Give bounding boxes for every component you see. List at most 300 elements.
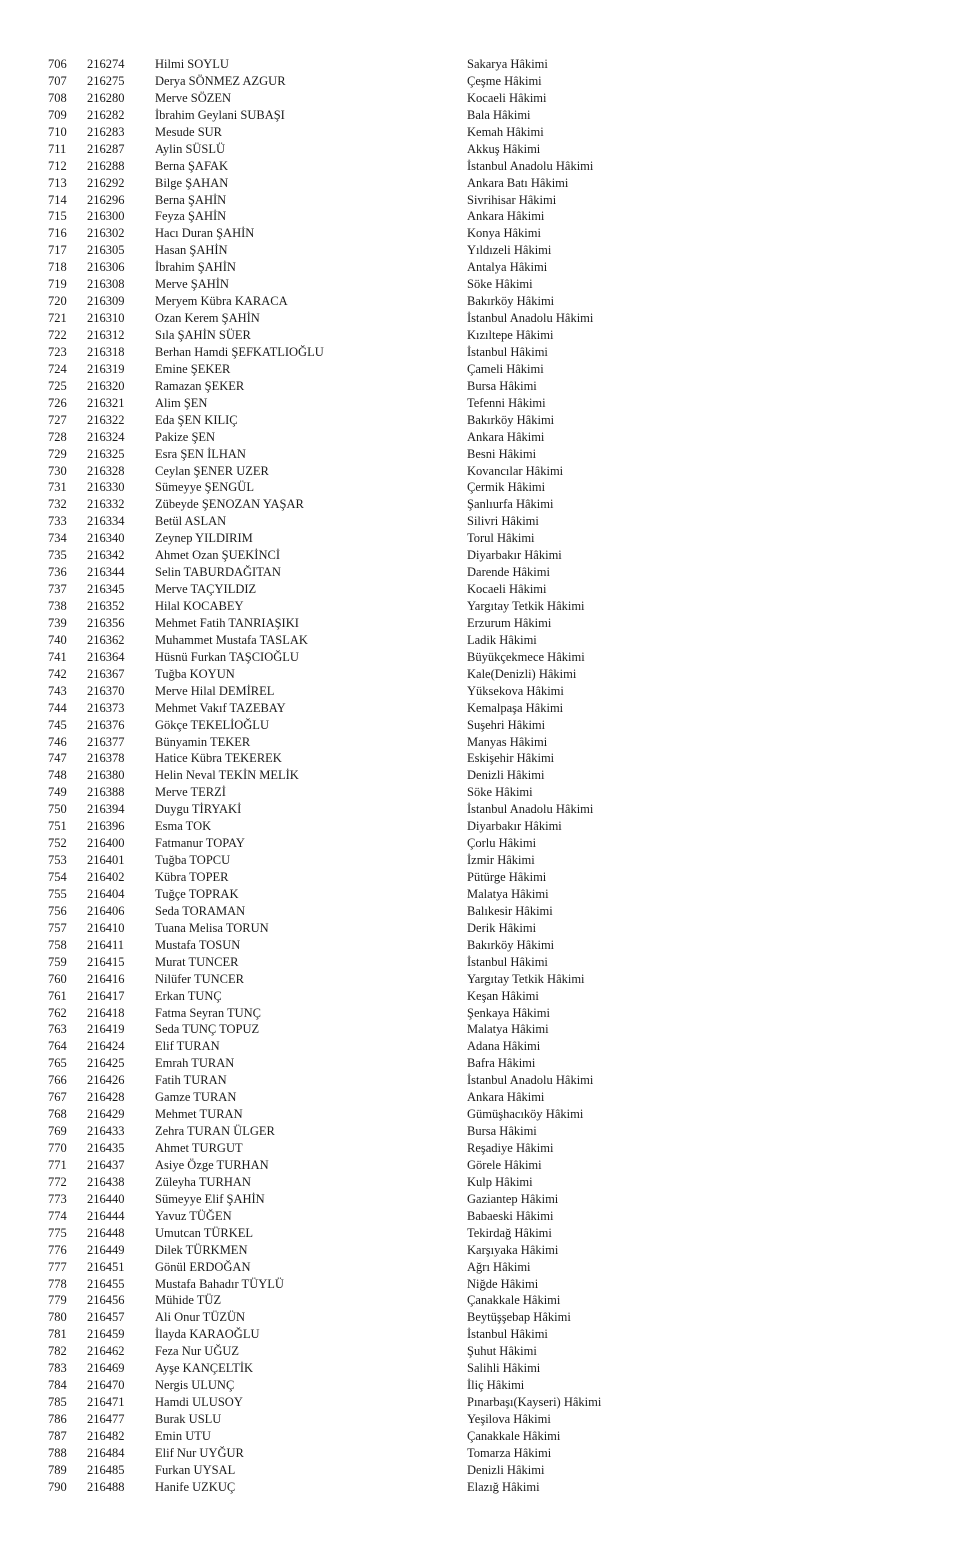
registry-number: 216388 xyxy=(87,785,125,800)
person-name: Bünyamin TEKER xyxy=(155,734,251,749)
appointment-post: Reşadiye Hâkimi xyxy=(467,1141,554,1155)
person-name: Duygu TİRYAKİ xyxy=(155,802,242,817)
appointment-post: Çorlu Hâkimi xyxy=(467,836,537,851)
table-row xyxy=(0,1208,960,1225)
table-row xyxy=(0,90,960,107)
person-name: Tuğba KOYUN xyxy=(155,666,235,681)
appointment-post: Yeşilova Hâkimi xyxy=(467,1412,551,1426)
person-name: Tuğçe TOPRAK xyxy=(155,886,239,901)
appointment-post: Kale(Denizli) Hâkimi xyxy=(467,666,577,681)
table-row xyxy=(0,310,960,327)
registry-number: 216322 xyxy=(87,412,125,427)
person-name: Dilek TÜRKMEN xyxy=(155,1242,248,1257)
table-row xyxy=(0,564,960,581)
registry-number: 216410 xyxy=(87,920,125,935)
row-number: 733 xyxy=(48,514,67,529)
appointment-post: Çermik Hâkimi xyxy=(467,480,546,495)
row-number: 738 xyxy=(48,599,67,613)
table-row xyxy=(0,1191,960,1208)
row-number: 770 xyxy=(48,1141,67,1155)
table-row xyxy=(0,598,960,615)
appointment-post: Tomarza Hâkimi xyxy=(467,1445,552,1460)
appointment-post: Ankara Hâkimi xyxy=(467,1090,545,1105)
appointment-post: Kızıltepe Hâkimi xyxy=(467,328,554,342)
person-name: Betül ASLAN xyxy=(155,514,227,529)
row-number: 769 xyxy=(48,1124,67,1139)
table-row xyxy=(0,1394,960,1411)
registry-number: 216424 xyxy=(87,1039,125,1054)
registry-number: 216380 xyxy=(87,768,125,783)
table-row xyxy=(0,1089,960,1106)
registry-number: 216376 xyxy=(87,717,125,732)
row-number: 723 xyxy=(48,344,67,359)
appointment-post: Çanakkale Hâkimi xyxy=(467,1293,561,1308)
registry-number: 216340 xyxy=(87,531,125,546)
table-row xyxy=(0,1242,960,1259)
table-row xyxy=(0,903,960,920)
appointment-post: Gaziantep Hâkimi xyxy=(467,1191,559,1206)
registry-number: 216459 xyxy=(87,1327,125,1342)
table-row xyxy=(0,1157,960,1174)
person-name: Furkan UYSAL xyxy=(155,1462,236,1477)
person-name: Sıla ŞAHİN SÜER xyxy=(155,328,251,342)
table-row xyxy=(0,259,960,276)
appointment-post: Bakırköy Hâkimi xyxy=(467,937,555,952)
appointment-post: Bursa Hâkimi xyxy=(467,1124,537,1139)
registry-number: 216352 xyxy=(87,599,125,613)
row-number: 719 xyxy=(48,277,67,292)
person-name: Meryem Kübra KARACA xyxy=(155,294,288,309)
row-number: 708 xyxy=(48,90,67,105)
row-number: 766 xyxy=(48,1073,67,1088)
appointment-post: Erzurum Hâkimi xyxy=(467,615,552,630)
registry-number: 216310 xyxy=(87,311,125,326)
row-number: 745 xyxy=(48,717,67,732)
registry-number: 216444 xyxy=(87,1208,125,1223)
table-row xyxy=(0,1479,960,1496)
table-row xyxy=(0,666,960,683)
appointment-post: Antalya Hâkimi xyxy=(467,260,548,275)
row-number: 788 xyxy=(48,1445,67,1460)
table-row xyxy=(0,1259,960,1276)
registry-number: 216309 xyxy=(87,294,125,309)
person-name: Emine ŞEKER xyxy=(155,361,231,376)
row-number: 706 xyxy=(48,57,67,71)
table-row xyxy=(0,463,960,480)
appointment-post: Bala Hâkimi xyxy=(467,107,531,122)
person-name: Emrah TURAN xyxy=(155,1056,235,1071)
appointment-post: Denizli Hâkimi xyxy=(467,768,545,783)
table-row xyxy=(0,141,960,158)
table-row xyxy=(0,208,960,225)
row-number: 714 xyxy=(48,192,67,207)
row-number: 755 xyxy=(48,886,67,901)
person-name: Hüsnü Furkan TAŞCIOĞLU xyxy=(155,649,299,664)
registry-number: 216404 xyxy=(87,886,125,901)
table-row xyxy=(0,242,960,259)
appointment-post: Pütürge Hâkimi xyxy=(467,870,547,884)
table-row xyxy=(0,395,960,412)
row-number: 727 xyxy=(48,412,67,427)
registry-number: 216364 xyxy=(87,649,125,664)
table-row xyxy=(0,547,960,564)
row-number: 782 xyxy=(48,1344,67,1359)
person-name: Hilmi SOYLU xyxy=(155,57,229,71)
row-number: 713 xyxy=(48,175,67,190)
appointment-post: Salihli Hâkimi xyxy=(467,1361,541,1376)
person-name: Feza Nur UĞUZ xyxy=(155,1344,240,1359)
person-name: Selin TABURDAĞITAN xyxy=(155,565,281,580)
person-name: Bilge ŞAHAN xyxy=(155,175,229,190)
registry-number: 216411 xyxy=(87,937,125,952)
appointment-post: Niğde Hâkimi xyxy=(467,1276,539,1291)
person-name: Emin UTU xyxy=(155,1428,211,1443)
person-name: Mühide TÜZ xyxy=(155,1293,222,1308)
person-name: Nergis ULUNÇ xyxy=(155,1378,235,1393)
person-name: Sümeyye ŞENGÜL xyxy=(155,480,254,495)
appointment-post: Ankara Hâkimi xyxy=(467,429,545,444)
appointment-post: Bakırköy Hâkimi xyxy=(467,294,555,309)
row-number: 774 xyxy=(48,1208,67,1223)
row-number: 750 xyxy=(48,802,67,817)
person-name: Mustafa Bahadır TÜYLÜ xyxy=(155,1276,284,1291)
appointment-post: Diyarbakır Hâkimi xyxy=(467,819,562,834)
person-name: Mehmet Vakıf TAZEBAY xyxy=(155,700,286,715)
table-row xyxy=(0,293,960,310)
registry-number: 216477 xyxy=(87,1412,125,1426)
registry-number: 216417 xyxy=(87,988,125,1003)
appointment-post: Manyas Hâkimi xyxy=(467,734,548,749)
registry-number: 216296 xyxy=(87,192,125,207)
row-number: 761 xyxy=(48,988,67,1003)
registry-number: 216485 xyxy=(87,1462,125,1477)
registry-number: 216356 xyxy=(87,615,125,630)
appointment-post: Ağrı Hâkimi xyxy=(467,1259,531,1274)
table-row xyxy=(0,513,960,530)
registry-number: 216328 xyxy=(87,463,125,478)
row-number: 765 xyxy=(48,1056,67,1071)
person-name: Esma TOK xyxy=(155,819,212,834)
table-row xyxy=(0,1326,960,1343)
registry-number: 216367 xyxy=(87,666,125,681)
appointment-post: Torul Hâkimi xyxy=(467,531,535,546)
person-name: Zehra TURAN ÜLGER xyxy=(155,1124,275,1139)
appointment-post: Babaeski Hâkimi xyxy=(467,1208,554,1223)
table-row xyxy=(0,683,960,700)
row-number: 717 xyxy=(48,243,67,258)
table-row xyxy=(0,412,960,429)
registry-number: 216288 xyxy=(87,158,125,173)
person-name: Aylin SÜSLÜ xyxy=(155,141,226,156)
table-row xyxy=(0,920,960,937)
row-number: 732 xyxy=(48,497,67,512)
person-name: Züleyha TURHAN xyxy=(155,1174,251,1189)
registry-number: 216362 xyxy=(87,632,125,647)
appointment-post: Şanlıurfa Hâkimi xyxy=(467,497,554,512)
table-row xyxy=(0,1055,960,1072)
person-name: Merve TERZİ xyxy=(155,785,226,800)
person-name: Umutcan TÜRKEL xyxy=(155,1225,254,1240)
table-row xyxy=(0,700,960,717)
table-row xyxy=(0,446,960,463)
person-name: Merve TAÇYILDIZ xyxy=(155,582,257,597)
person-name: Seda TORAMAN xyxy=(155,903,246,918)
row-number: 748 xyxy=(48,768,67,783)
table-row xyxy=(0,1038,960,1055)
appointment-post: Şuhut Hâkimi xyxy=(467,1344,537,1359)
registry-number: 216282 xyxy=(87,107,125,122)
row-number: 757 xyxy=(48,920,67,935)
appointment-post: Keşan Hâkimi xyxy=(467,988,539,1003)
person-name: Muhammet Mustafa TASLAK xyxy=(155,632,308,647)
registry-number: 216462 xyxy=(87,1344,125,1359)
row-number: 790 xyxy=(48,1479,67,1494)
table-row xyxy=(0,632,960,649)
row-number: 726 xyxy=(48,395,67,410)
table-row xyxy=(0,1343,960,1360)
person-name: Ahmet Ozan ŞUEKİNCİ xyxy=(155,548,280,563)
person-name: Berhan Hamdi ŞEFKATLIOĞLU xyxy=(155,344,324,359)
row-number: 759 xyxy=(48,954,67,969)
person-name: Tuğba TOPCU xyxy=(155,853,231,868)
appointment-post: Malatya Hâkimi xyxy=(467,1022,549,1037)
registry-number: 216330 xyxy=(87,480,125,495)
appointment-post: Yargıtay Tetkik Hâkimi xyxy=(467,599,585,613)
person-name: İbrahim Geylani SUBAŞI xyxy=(155,107,285,122)
table-row xyxy=(0,717,960,734)
table-row xyxy=(0,1309,960,1326)
appointment-post: İstanbul Hâkimi xyxy=(467,1327,548,1342)
person-name: Burak USLU xyxy=(155,1412,222,1426)
table-row xyxy=(0,818,960,835)
registry-number: 216306 xyxy=(87,260,125,275)
person-name: Asiye Özge TURHAN xyxy=(155,1157,269,1172)
row-number: 716 xyxy=(48,226,67,241)
registry-number: 216325 xyxy=(87,446,125,461)
row-number: 780 xyxy=(48,1310,67,1325)
person-name: İbrahim ŞAHİN xyxy=(155,260,236,275)
appointment-post: Silivri Hâkimi xyxy=(467,514,539,529)
row-number: 773 xyxy=(48,1191,67,1206)
row-number: 760 xyxy=(48,971,67,986)
appointment-post: Akkuş Hâkimi xyxy=(467,141,541,156)
person-name: Hamdi ULUSOY xyxy=(155,1395,243,1410)
registry-number: 216429 xyxy=(87,1107,125,1122)
appointment-post: Eskişehir Hâkimi xyxy=(467,751,555,766)
registry-number: 216274 xyxy=(87,57,125,71)
row-number: 715 xyxy=(48,209,67,224)
registry-number: 216456 xyxy=(87,1293,125,1308)
person-name: Gökçe TEKELİOĞLU xyxy=(155,717,269,732)
person-name: Hatice Kübra TEKEREK xyxy=(155,751,282,766)
table-row xyxy=(0,1005,960,1022)
appointment-post: İliç Hâkimi xyxy=(467,1378,525,1393)
appointment-post: Elazığ Hâkimi xyxy=(467,1479,540,1494)
registry-number: 216426 xyxy=(87,1073,125,1088)
table-row xyxy=(0,192,960,209)
person-name: Yavuz TÜĞEN xyxy=(155,1208,232,1223)
table-row xyxy=(0,1445,960,1462)
person-name: Elif Nur UYĞUR xyxy=(155,1445,244,1460)
person-name: Ramazan ŞEKER xyxy=(155,378,245,393)
appointment-post: Kemalpaşa Hâkimi xyxy=(467,700,564,715)
row-number: 747 xyxy=(48,751,67,766)
registry-number: 216419 xyxy=(87,1022,125,1037)
table-row xyxy=(0,954,960,971)
registry-number: 216448 xyxy=(87,1225,125,1240)
registry-number: 216292 xyxy=(87,175,125,190)
person-name: Merve SÖZEN xyxy=(155,90,232,105)
appointment-post: Çanakkale Hâkimi xyxy=(467,1428,561,1443)
row-number: 746 xyxy=(48,734,67,749)
registry-number: 216344 xyxy=(87,565,125,580)
registry-number: 216470 xyxy=(87,1378,125,1393)
appointment-post: Derik Hâkimi xyxy=(467,920,537,935)
row-number: 787 xyxy=(48,1428,67,1443)
table-row xyxy=(0,784,960,801)
table-row xyxy=(0,869,960,886)
appointment-post: Darende Hâkimi xyxy=(467,565,550,580)
registry-number: 216484 xyxy=(87,1445,125,1460)
registry-number: 216400 xyxy=(87,836,125,851)
registry-number: 216416 xyxy=(87,971,125,986)
row-number: 742 xyxy=(48,666,67,681)
registry-number: 216415 xyxy=(87,954,125,969)
table-row xyxy=(0,1276,960,1293)
appointment-post: Yıldızeli Hâkimi xyxy=(467,243,552,258)
row-number: 739 xyxy=(48,615,67,630)
registry-number: 216373 xyxy=(87,700,125,715)
appointment-post: Ankara Hâkimi xyxy=(467,209,545,224)
appointment-post: Kovancılar Hâkimi xyxy=(467,463,564,478)
row-number: 725 xyxy=(48,378,67,393)
person-name: Sümeyye Elif ŞAHİN xyxy=(155,1191,265,1206)
appointment-post: Çameli Hâkimi xyxy=(467,361,544,376)
table-row xyxy=(0,378,960,395)
registry-number: 216471 xyxy=(87,1395,125,1410)
appointment-post: Gümüşhacıköy Hâkimi xyxy=(467,1107,584,1122)
person-name: Kübra TOPER xyxy=(155,870,229,884)
registry-number: 216449 xyxy=(87,1242,125,1257)
row-number: 720 xyxy=(48,294,67,309)
table-row xyxy=(0,937,960,954)
registry-number: 216275 xyxy=(87,73,125,88)
table-row xyxy=(0,175,960,192)
appointment-list xyxy=(0,56,960,1496)
registry-number: 216312 xyxy=(87,328,125,342)
registry-number: 216332 xyxy=(87,497,125,512)
appointment-post: Denizli Hâkimi xyxy=(467,1462,545,1477)
appointment-post: Karşıyaka Hâkimi xyxy=(467,1242,559,1257)
row-number: 756 xyxy=(48,903,67,918)
row-number: 729 xyxy=(48,446,67,461)
person-name: İlayda KARAOĞLU xyxy=(155,1327,260,1342)
row-number: 783 xyxy=(48,1361,67,1376)
row-number: 772 xyxy=(48,1174,67,1189)
person-name: Mustafa TOSUN xyxy=(155,937,241,952)
row-number: 741 xyxy=(48,649,67,664)
table-row xyxy=(0,988,960,1005)
person-name: Tuana Melisa TORUN xyxy=(155,920,269,935)
table-row xyxy=(0,1428,960,1445)
row-number: 784 xyxy=(48,1378,67,1393)
person-name: Fatmanur TOPAY xyxy=(155,836,245,851)
person-name: Merve Hilal DEMİREL xyxy=(155,683,275,698)
registry-number: 216396 xyxy=(87,819,125,834)
appointment-post: Kemah Hâkimi xyxy=(467,124,544,139)
person-name: Ceylan ŞENER UZER xyxy=(155,463,269,478)
registry-number: 216319 xyxy=(87,361,125,376)
table-row xyxy=(0,886,960,903)
registry-number: 216488 xyxy=(87,1479,125,1494)
registry-number: 216318 xyxy=(87,344,125,359)
row-number: 776 xyxy=(48,1242,67,1257)
row-number: 736 xyxy=(48,565,67,580)
table-row xyxy=(0,835,960,852)
person-name: Hanife UZKUÇ xyxy=(155,1479,236,1494)
table-row xyxy=(0,344,960,361)
registry-number: 216345 xyxy=(87,582,125,597)
row-number: 789 xyxy=(48,1462,67,1477)
table-row xyxy=(0,581,960,598)
row-number: 752 xyxy=(48,836,67,851)
table-row xyxy=(0,479,960,496)
appointment-post: Şenkaya Hâkimi xyxy=(467,1005,550,1020)
table-row xyxy=(0,767,960,784)
person-name: Ahmet TURGUT xyxy=(155,1141,243,1155)
appointment-post: Konya Hâkimi xyxy=(467,226,541,241)
table-row xyxy=(0,107,960,124)
table-row xyxy=(0,1411,960,1428)
registry-number: 216300 xyxy=(87,209,125,224)
row-number: 762 xyxy=(48,1005,67,1020)
appointment-post: Beytüşşebap Hâkimi xyxy=(467,1310,571,1325)
appointment-post: Kulp Hâkimi xyxy=(467,1174,533,1189)
person-name: Gönül ERDOĞAN xyxy=(155,1259,251,1274)
row-number: 753 xyxy=(48,853,67,868)
row-number: 743 xyxy=(48,683,67,698)
table-row xyxy=(0,361,960,378)
row-number: 707 xyxy=(48,73,67,88)
appointment-post: Ankara Batı Hâkimi xyxy=(467,175,569,190)
person-name: Zeynep YILDIRIM xyxy=(155,531,253,546)
appointment-post: Sakarya Hâkimi xyxy=(467,57,548,71)
registry-number: 216440 xyxy=(87,1191,125,1206)
appointment-post: Pınarbaşı(Kayseri) Hâkimi xyxy=(467,1395,602,1410)
table-row xyxy=(0,56,960,73)
registry-number: 216425 xyxy=(87,1056,125,1071)
table-row xyxy=(0,1021,960,1038)
person-name: Elif TURAN xyxy=(155,1039,220,1054)
appointment-post: İzmir Hâkimi xyxy=(467,853,535,868)
registry-number: 216469 xyxy=(87,1361,125,1376)
row-number: 763 xyxy=(48,1022,67,1037)
appointment-post: İstanbul Anadolu Hâkimi xyxy=(467,802,594,817)
person-name: Mehmet Fatih TANRIAŞIKI xyxy=(155,615,299,630)
appointment-post: İstanbul Hâkimi xyxy=(467,954,548,969)
table-row xyxy=(0,1377,960,1394)
person-name: Fatih TURAN xyxy=(155,1073,227,1088)
registry-number: 216283 xyxy=(87,124,125,139)
row-number: 778 xyxy=(48,1276,67,1291)
table-row xyxy=(0,1072,960,1089)
person-name: Berna ŞAFAK xyxy=(155,158,229,173)
person-name: Berna ŞAHİN xyxy=(155,192,227,207)
registry-number: 216451 xyxy=(87,1259,125,1274)
row-number: 724 xyxy=(48,361,67,376)
table-row xyxy=(0,1123,960,1140)
appointment-post: Sivrihisar Hâkimi xyxy=(467,192,557,207)
